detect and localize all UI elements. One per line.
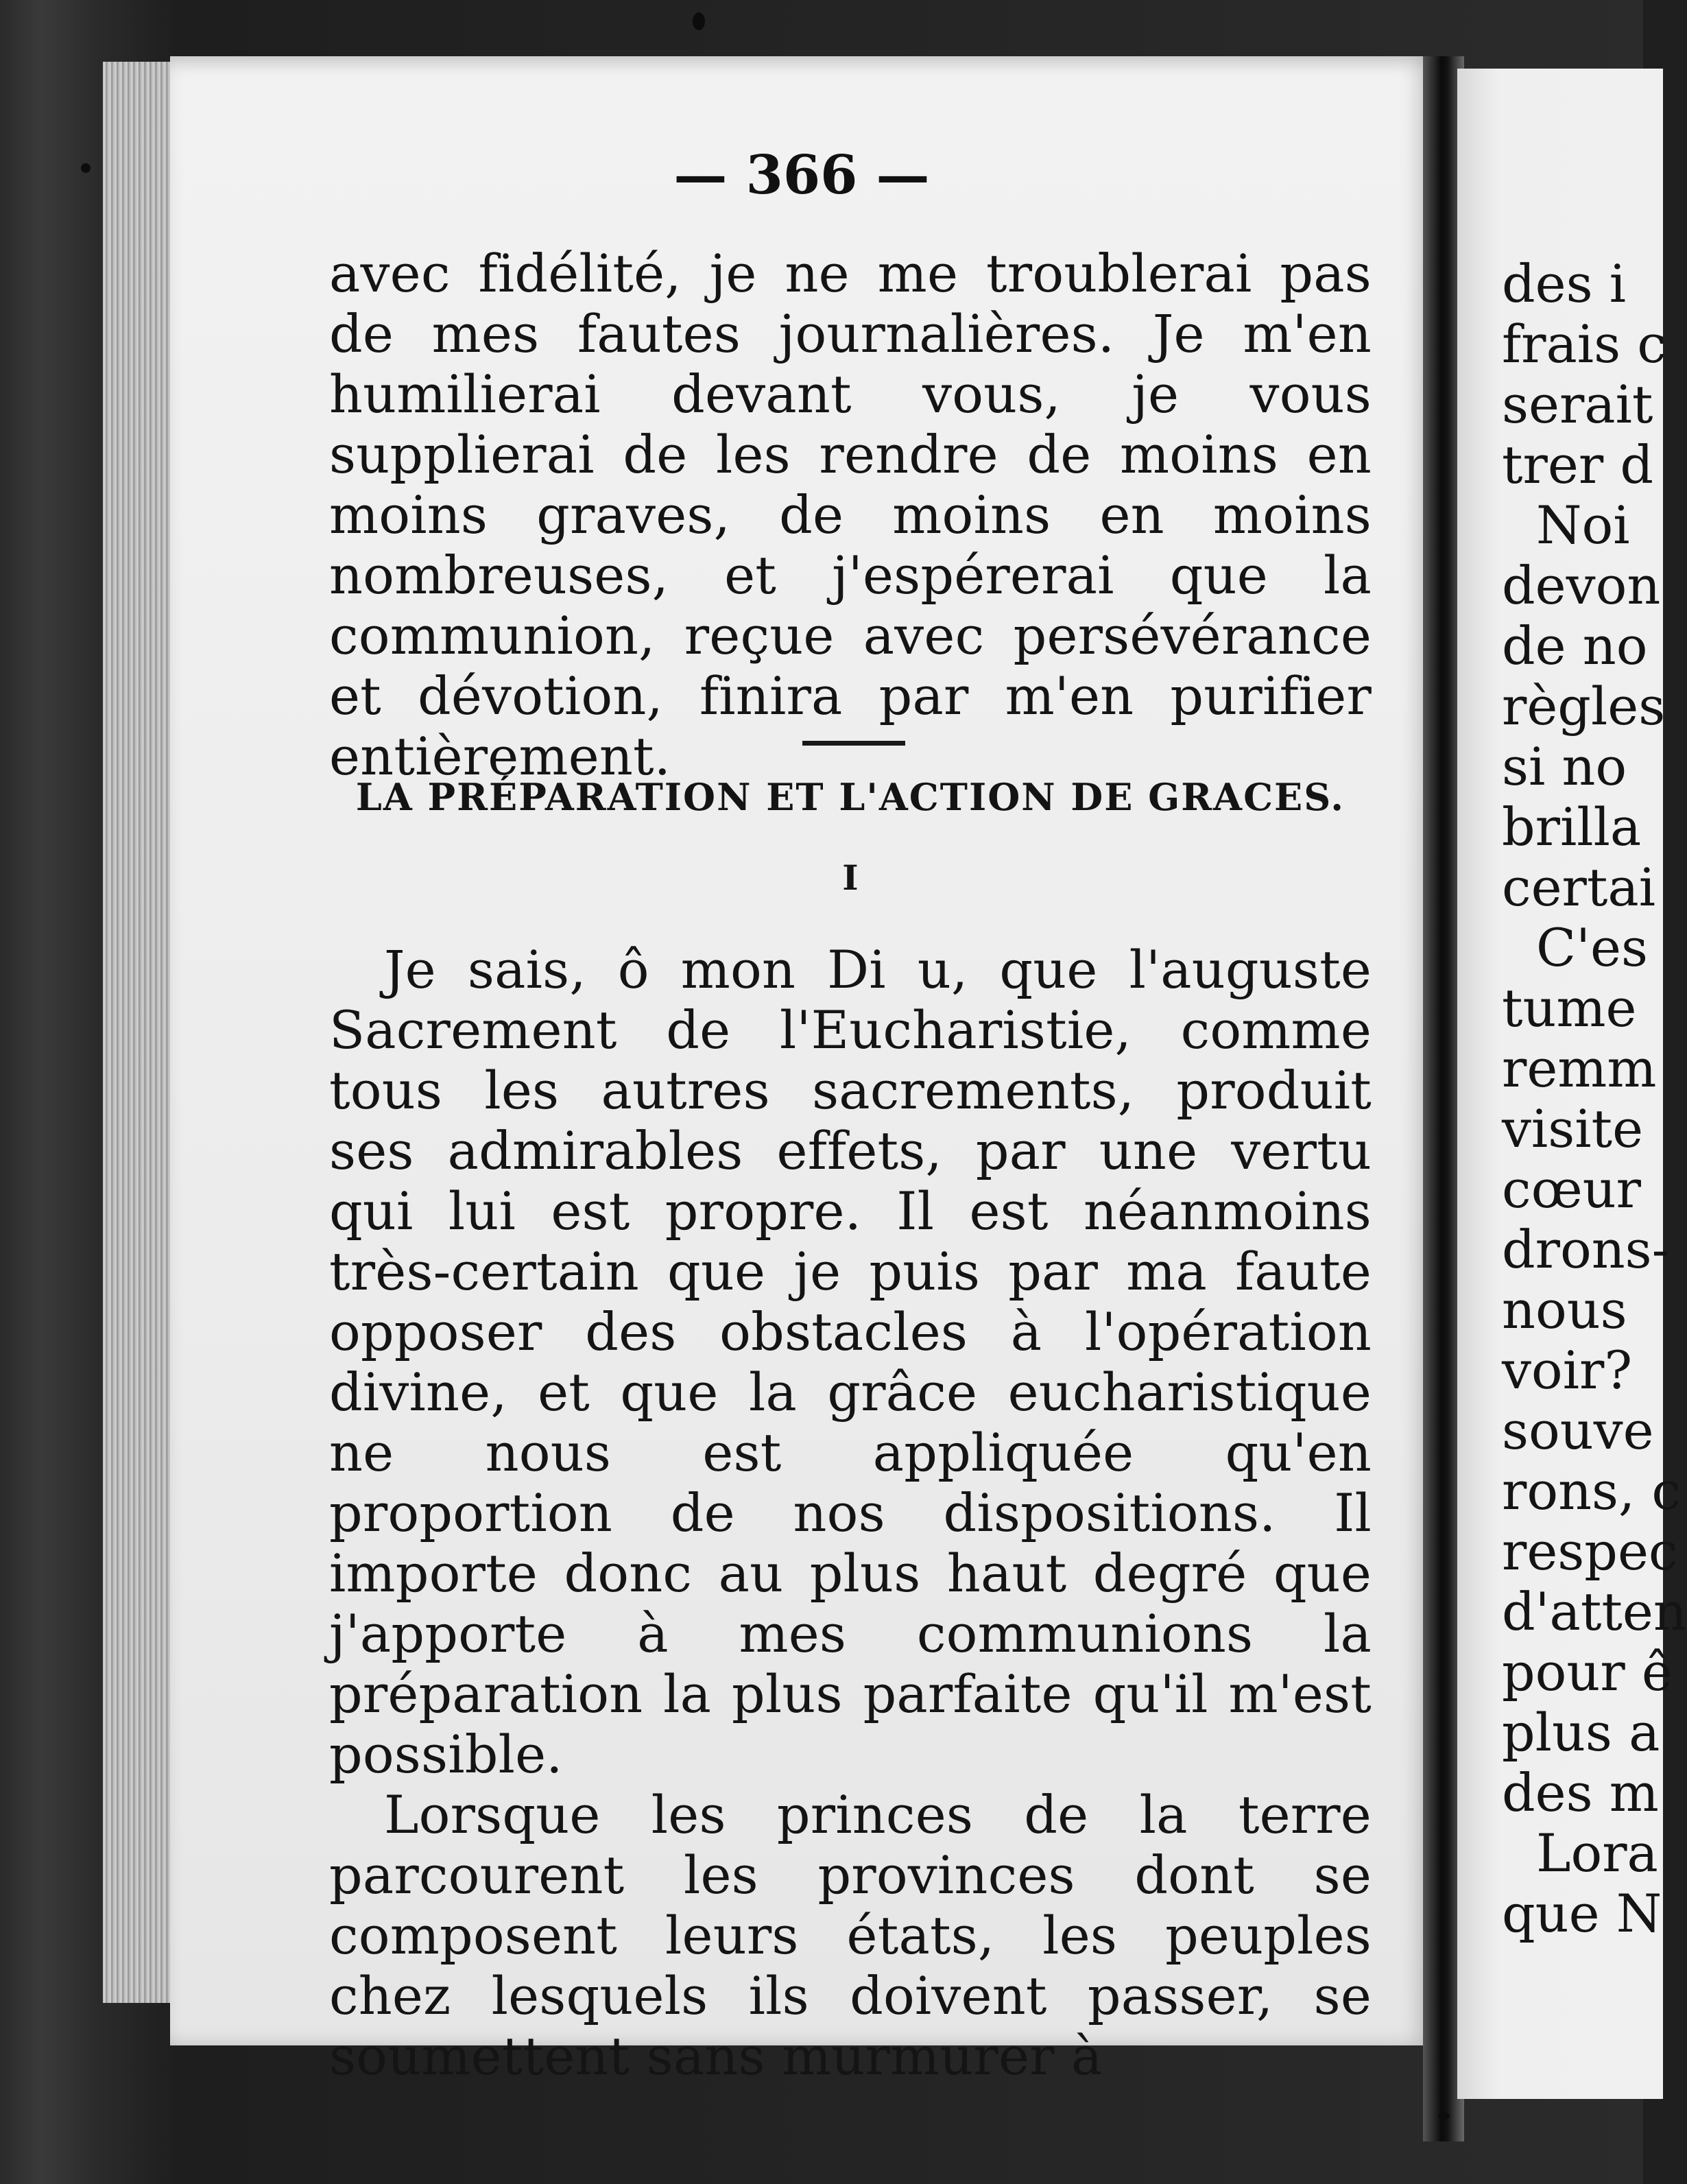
- right-line: brilla: [1502, 796, 1642, 857]
- right-page-text: [1502, 253, 1687, 1944]
- right-line: voir?: [1502, 1340, 1633, 1401]
- right-line: plus a: [1502, 1702, 1660, 1763]
- right-line: C'es: [1536, 917, 1649, 978]
- top-paragraph-block: [329, 244, 1372, 787]
- right-line: trer d: [1502, 434, 1653, 495]
- right-line: tume: [1502, 977, 1637, 1038]
- right-line: respec: [1502, 1521, 1678, 1582]
- right-line: frais c: [1502, 313, 1666, 375]
- dust-speck: [1439, 2113, 1450, 2120]
- body-block: [329, 940, 1372, 2087]
- section-divider: [802, 741, 905, 746]
- right-line: remm: [1502, 1038, 1657, 1099]
- section-number: I: [842, 857, 859, 898]
- right-line: souve: [1502, 1400, 1654, 1461]
- paragraph-2: Lorsque les princes de la terre parcourent les provinces dont se composent leurs états, les peuples chez lesquels ils doivent passer, se soumettent sans murmurer à: [329, 1784, 1372, 2087]
- right-line: cœur: [1502, 1159, 1641, 1220]
- right-line: Lora: [1536, 1823, 1658, 1884]
- page-edges: [103, 62, 178, 2003]
- right-line: si no: [1502, 736, 1627, 797]
- right-line: drons-: [1502, 1219, 1670, 1280]
- paragraph-1: Je sais, ô mon Di u, que l'auguste Sacrement de l'Eucharistie, comme tous les autres sacrements, produit ses admirables effets, par une vertu qui lui est propre. Il est néanmoins très-certain que je puis par ma faute opposer des obstacles à l'opération divine, et que la grâce eucharistique ne nous est appliquée qu'en proportion de nos dispositions. Il importe donc au plus haut degré que j'apporte à mes communions la préparation la plus parfaite qu'il m'est possible.: [329, 939, 1372, 1785]
- right-line: Noi: [1536, 495, 1630, 556]
- section-heading: LA PRÉPARATION ET L'ACTION DE GRACES.: [355, 775, 1345, 819]
- dust-speck: [693, 12, 705, 30]
- right-line: rons, c: [1502, 1460, 1681, 1521]
- page-number: — 366 —: [673, 144, 930, 206]
- right-line: serait: [1502, 374, 1653, 435]
- dust-speck: [81, 163, 91, 173]
- right-line: visite: [1502, 1098, 1644, 1159]
- right-line: règles: [1502, 676, 1666, 737]
- right-line: pour ê: [1502, 1641, 1673, 1702]
- right-line: que N: [1502, 1883, 1662, 1944]
- right-line: certai: [1502, 857, 1656, 918]
- right-line: des m: [1502, 1762, 1659, 1823]
- right-line: de no: [1502, 615, 1648, 676]
- right-line: des i: [1502, 253, 1627, 314]
- right-line: nous: [1502, 1279, 1627, 1340]
- right-line: devon: [1502, 555, 1661, 616]
- top-paragraph: avec fidélité, je ne me troublerai pas de mes fautes journalières. Je m'en humilierai devant vous, je vous supplierai de les rendre de moins en moins graves, de moins en moins nombreuses, et j'espérerai que la communion, reçue avec persévérance et dévotion, finira par m'en purifier entièrement.: [329, 243, 1372, 787]
- right-line: d'atten: [1502, 1581, 1687, 1642]
